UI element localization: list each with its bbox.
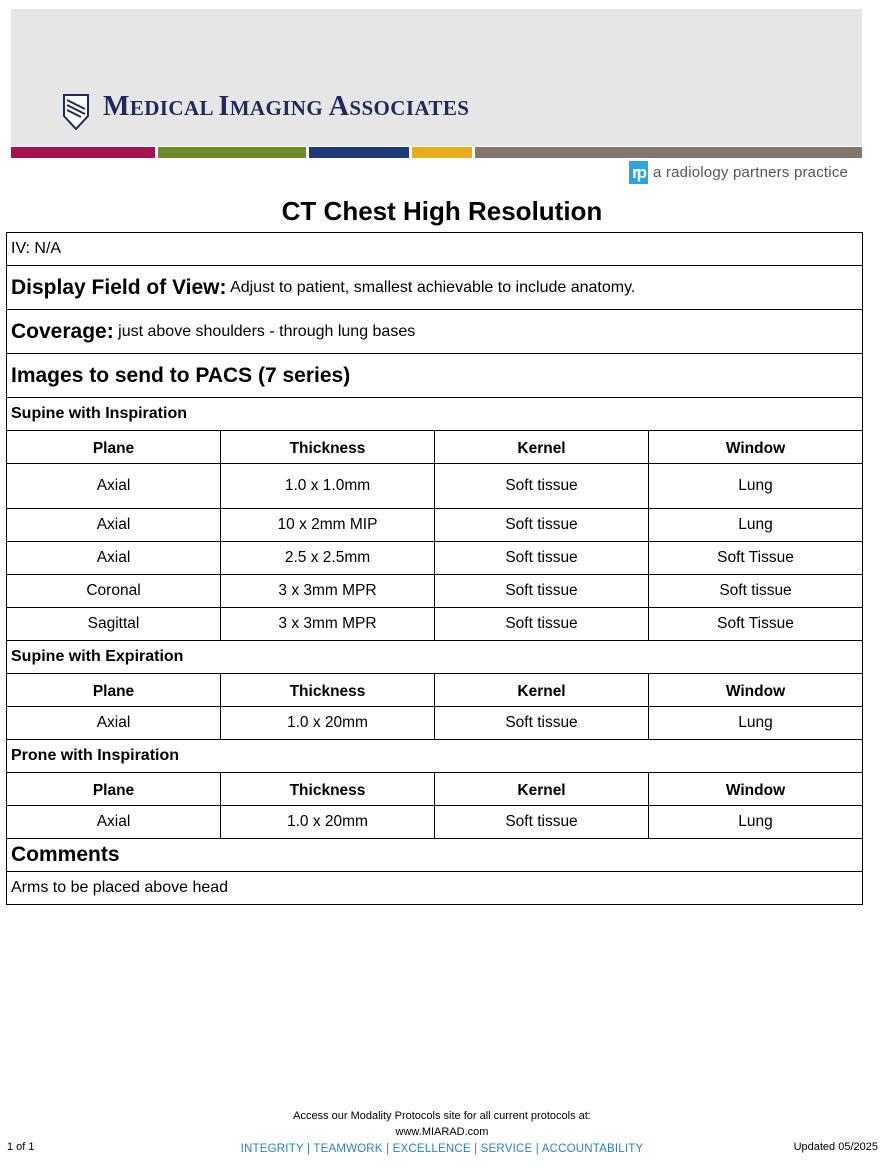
page-title: CT Chest High Resolution bbox=[281, 196, 603, 226]
cell-plane: Axial bbox=[7, 464, 221, 508]
cell-plane: Sagittal bbox=[7, 608, 221, 640]
comments-row bbox=[6, 871, 863, 905]
coverage-row bbox=[6, 309, 863, 353]
section-title-row bbox=[6, 739, 863, 772]
section-title: Supine with Inspiration bbox=[11, 405, 187, 422]
shield-logo-icon bbox=[63, 94, 89, 130]
dfov-row bbox=[6, 265, 863, 309]
col-header-plane: Plane bbox=[7, 431, 221, 463]
cell-window: Soft Tissue bbox=[649, 608, 863, 640]
brand-stripe-navy bbox=[309, 147, 409, 158]
brand-stripe-taupe bbox=[475, 147, 862, 158]
cell-plane: Axial bbox=[7, 806, 221, 838]
cell-thickness: 3 x 3mm MPR bbox=[221, 608, 435, 640]
col-header-window: Window bbox=[649, 674, 863, 706]
table-row bbox=[6, 508, 863, 541]
brand-stripe-gold bbox=[412, 147, 472, 158]
comments-heading: Comments bbox=[11, 843, 120, 866]
cell-thickness: 1.0 x 1.0mm bbox=[221, 464, 435, 508]
col-header-kernel: Kernel bbox=[435, 674, 649, 706]
coverage-label: Coverage: bbox=[11, 319, 114, 343]
table-header-row bbox=[6, 772, 863, 805]
cell-thickness: 1.0 x 20mm bbox=[221, 707, 435, 739]
footer-url-link[interactable]: www.MIARAD.com bbox=[395, 1126, 489, 1138]
cell-thickness: 3 x 3mm MPR bbox=[221, 575, 435, 607]
table-row bbox=[6, 541, 863, 574]
cell-plane: Axial bbox=[7, 509, 221, 541]
section-title: Prone with Inspiration bbox=[11, 747, 180, 764]
footer-values: INTEGRITY | TEAMWORK | EXCELLENCE | SERVICE | ACCOUNTABILITY bbox=[240, 1143, 644, 1155]
cell-window: Soft Tissue bbox=[649, 542, 863, 574]
cell-thickness: 1.0 x 20mm bbox=[221, 806, 435, 838]
table-row bbox=[6, 805, 863, 838]
cell-plane: Coronal bbox=[7, 575, 221, 607]
table-row bbox=[6, 706, 863, 739]
col-header-thickness: Thickness bbox=[221, 674, 435, 706]
cell-kernel: Soft tissue bbox=[435, 542, 649, 574]
table-header-row bbox=[6, 673, 863, 706]
dfov-label: Display Field of View: bbox=[11, 275, 227, 299]
images-heading-row bbox=[6, 353, 863, 397]
coverage-value: just above shoulders - through lung bases bbox=[113, 322, 416, 340]
comments-text: Arms to be placed above head bbox=[11, 879, 229, 896]
images-heading: Images to send to PACS (7 series) bbox=[11, 363, 351, 387]
section-title-row bbox=[6, 640, 863, 673]
updated-date: Updated 05/2025 bbox=[793, 1141, 878, 1153]
iv-text: IV: N/A bbox=[11, 240, 62, 257]
col-header-thickness: Thickness bbox=[221, 431, 435, 463]
col-header-plane: Plane bbox=[7, 773, 221, 805]
col-header-thickness: Thickness bbox=[221, 773, 435, 805]
cell-window: Lung bbox=[649, 707, 863, 739]
dfov-value: Adjust to patient, smallest achievable to include anatomy. bbox=[226, 278, 636, 296]
cell-kernel: Soft tissue bbox=[435, 575, 649, 607]
partner-badge bbox=[629, 161, 848, 184]
section-title-row bbox=[6, 397, 863, 430]
partner-text: a radiology partners practice bbox=[653, 164, 849, 181]
cell-kernel: Soft tissue bbox=[435, 806, 649, 838]
cell-window: Lung bbox=[649, 464, 863, 508]
cell-plane: Axial bbox=[7, 542, 221, 574]
brand-stripe-green bbox=[158, 147, 306, 158]
col-header-kernel: Kernel bbox=[435, 773, 649, 805]
col-header-plane: Plane bbox=[7, 674, 221, 706]
iv-row bbox=[6, 232, 863, 265]
table-header-row bbox=[6, 430, 863, 463]
cell-window: Lung bbox=[649, 509, 863, 541]
brand-name: MEDICAL IMAGING ASSOCIATES bbox=[103, 91, 470, 122]
cell-kernel: Soft tissue bbox=[435, 608, 649, 640]
cell-window: Lung bbox=[649, 806, 863, 838]
cell-kernel: Soft tissue bbox=[435, 464, 649, 508]
page-number: 1 of 1 bbox=[7, 1141, 35, 1153]
rp-logo-icon: rp bbox=[629, 161, 648, 184]
table-row bbox=[6, 574, 863, 607]
cell-window: Soft tissue bbox=[649, 575, 863, 607]
section-title: Supine with Expiration bbox=[11, 648, 184, 665]
cell-kernel: Soft tissue bbox=[435, 509, 649, 541]
table-row bbox=[6, 463, 863, 508]
table-row bbox=[6, 607, 863, 640]
brand-stripe-magenta bbox=[11, 147, 155, 158]
cell-thickness: 2.5 x 2.5mm bbox=[221, 542, 435, 574]
col-header-window: Window bbox=[649, 773, 863, 805]
footer-access-text: Access our Modality Protocols site for all current protocols at: bbox=[293, 1110, 591, 1122]
comments-heading-row bbox=[6, 838, 863, 871]
col-header-kernel: Kernel bbox=[435, 431, 649, 463]
cell-thickness: 10 x 2mm MIP bbox=[221, 509, 435, 541]
cell-plane: Axial bbox=[7, 707, 221, 739]
cell-kernel: Soft tissue bbox=[435, 707, 649, 739]
header-band bbox=[11, 9, 862, 146]
col-header-window: Window bbox=[649, 431, 863, 463]
